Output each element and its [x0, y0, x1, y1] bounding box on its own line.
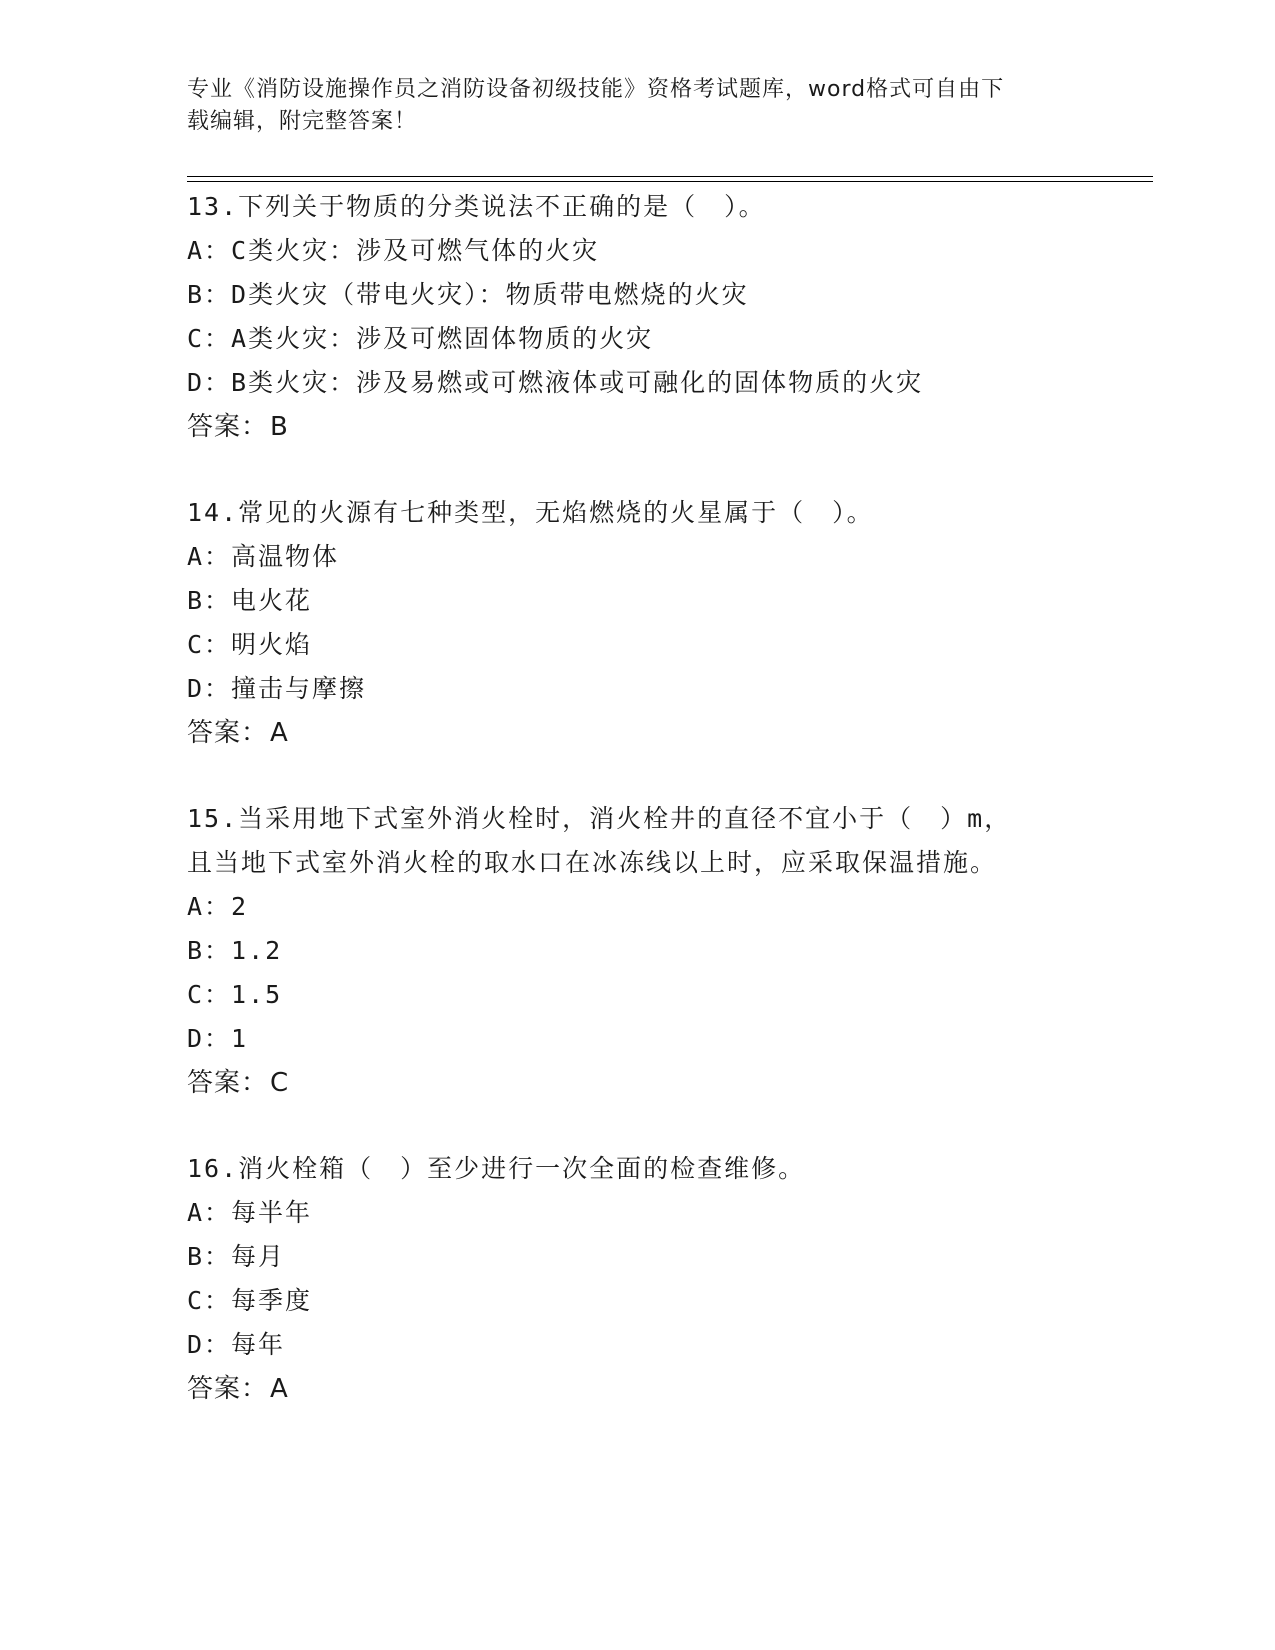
question-15-option-c: C：1.5 — [187, 980, 283, 1009]
question-16-option-a: A：每半年 — [187, 1198, 313, 1227]
header-line-1: 专业《消防设施操作员之消防设备初级技能》资格考试题库，word格式可自由下 — [187, 77, 1005, 102]
header-divider-bottom — [187, 181, 1153, 182]
answer-value: A — [270, 1374, 289, 1404]
question-14-option-b: B：电火花 — [187, 586, 313, 615]
question-15-option-d: D：1 — [187, 1024, 249, 1053]
question-16-option-d: D：每年 — [187, 1330, 286, 1359]
question-14-option-c: C：明火焰 — [187, 630, 313, 659]
answer-label: 答案： — [187, 1068, 269, 1098]
question-13-option-d: D：B类火灾：涉及易燃或可燃液体或可融化的固体物质的火灾 — [187, 368, 924, 397]
question-13-text: 13.下列关于物质的分类说法不正确的是（ ）。 — [187, 192, 766, 221]
answer-label: 答案： — [187, 412, 269, 442]
question-16-text: 16.消火栓箱（ ）至少进行一次全面的检查维修。 — [187, 1154, 806, 1183]
question-16-option-b: B：每月 — [187, 1242, 286, 1271]
question-13-option-c: C：A类火灾：涉及可燃固体物质的火灾 — [187, 324, 654, 353]
answer-label: 答案： — [187, 1374, 269, 1404]
question-13-option-a: A：C类火灾：涉及可燃气体的火灾 — [187, 236, 600, 265]
question-15-option-b: B：1.2 — [187, 936, 283, 965]
answer-value: A — [270, 718, 289, 748]
header-divider-top — [187, 176, 1153, 177]
question-15-answer — [187, 1060, 289, 1106]
answer-value: B — [270, 412, 289, 442]
question-15-option-a: A：2 — [187, 892, 249, 921]
question-14-option-d: D：撞击与摩擦 — [187, 674, 367, 703]
question-14-option-a: A：高温物体 — [187, 542, 340, 571]
question-13-option-b: B：D类火灾（带电火灾）：物质带电燃烧的火灾 — [187, 280, 749, 309]
question-16-option-c: C：每季度 — [187, 1286, 313, 1315]
question-16-answer — [187, 1366, 289, 1412]
question-14-text: 14.常见的火源有七种类型，无焰燃烧的火星属于（ ）。 — [187, 498, 874, 527]
question-13-answer — [187, 404, 289, 450]
document-header — [187, 74, 1067, 138]
question-14-answer — [187, 710, 289, 756]
answer-value: C — [270, 1068, 290, 1098]
question-15-text: 15.当采用地下式室外消火栓时，消火栓井的直径不宜小于（ ）m， — [187, 804, 1012, 833]
question-15-text-line-2: 且当地下式室外消火栓的取水口在冰冻线以上时，应采取保温措施。 — [187, 848, 998, 877]
answer-label: 答案： — [187, 718, 269, 748]
header-line-2: 载编辑，附完整答案！ — [187, 109, 418, 134]
